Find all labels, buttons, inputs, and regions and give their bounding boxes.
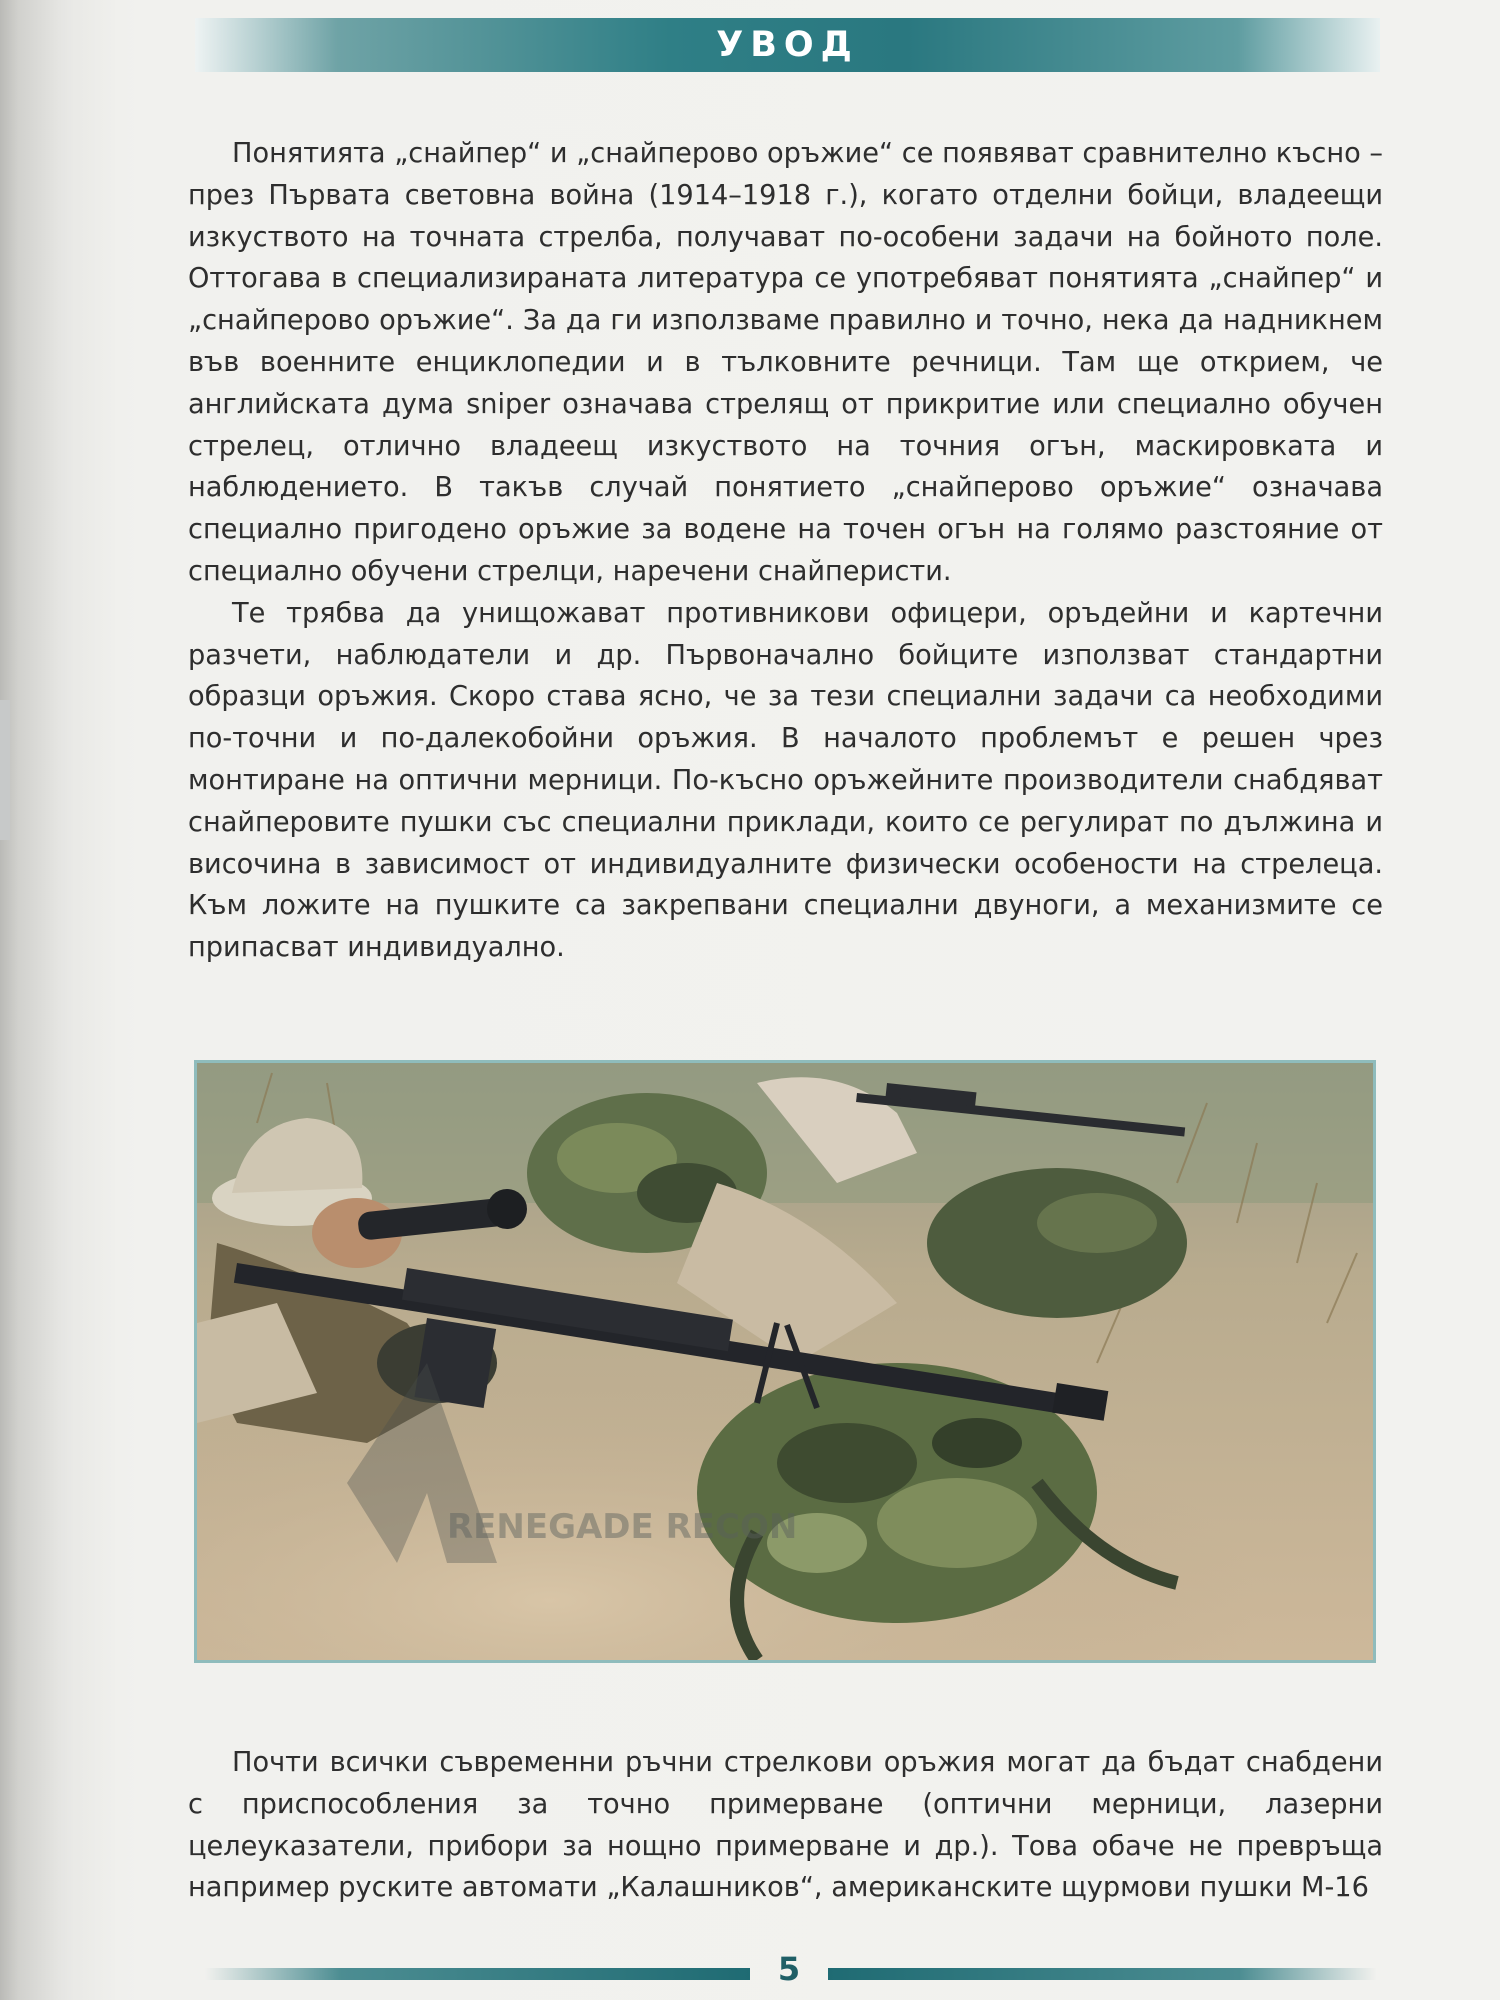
- chapter-header-band: [195, 18, 1380, 72]
- gutter-tab-mark: [0, 700, 10, 840]
- sniper-photo-illustration: [197, 1063, 1373, 1660]
- footer-rule-left: [205, 1968, 750, 1980]
- chapter-title: УВОД: [716, 25, 859, 65]
- paragraph-3: Почти всички съвременни ръчни стрелкови оръжия могат да бъдат снабдени с приспособления за точно примерване (оптични мерници, лазерни целеуказатели, прибори за нощно примерване и др.). Това обаче не превръща например руските автомати „Калашников“, американските щурмови пушки М-16: [188, 1747, 1383, 1904]
- paragraph-1: Понятията „снайпер“ и „снайперово оръжие“ се появяват сравнително късно – през Първата световна война (1914–1918 г.), когато отделни бойци, владеещи изкуството на точната стрелба, получават по-особени задачи на бойното поле. Оттогава в специализираната литература се употребяват понятията „снайпер“ и „снайперово оръжие“. За да ги използваме правилно и точно, нека да надникнем във военните енциклопедии и в тълковните речници. Там ще открием, че английската дума sniper означава стрелящ от прикритие или специално обучен стрелец, отлично владеещ изкуството на точния огън, маскировката и наблюдението. В такъв случай понятието „снайперово оръжие“ означава специално пригодено оръжие за водене на точен огън на голямо разстояние от специално обучени стрелци, наречени снайперисти.: [188, 138, 1383, 587]
- paragraph-2: Те трябва да унищожават противникови офицери, оръдейни и картечни разчети, наблюдатели и др. Първоначално бойците използват стандартни образци оръжия. Скоро става ясно, че за тези специални задачи са необходими по-точни и по-далекобойни оръжия. В началото проблемът е решен чрез монтиране на оптични мерници. По-късно оръжейните производители снабдяват снайперовите пушки със специални приклади, които се регулират по дължина и височина в зависимост от индивидуалните физически особености на стрелеца. Към ложите на пушките са закрепвани специални двуноги, а механизмите се припасват индивидуално.: [188, 597, 1383, 964]
- photo-watermark: RENEGADE RECON: [447, 1507, 798, 1547]
- continuation-text-block: [188, 1742, 1383, 1909]
- sniper-photo: [194, 1060, 1376, 1663]
- footer-rule-right: [828, 1968, 1376, 1980]
- page-gutter-shadow: [0, 0, 120, 2000]
- page-number: 5: [777, 1950, 801, 1988]
- intro-text-block: [188, 133, 1383, 969]
